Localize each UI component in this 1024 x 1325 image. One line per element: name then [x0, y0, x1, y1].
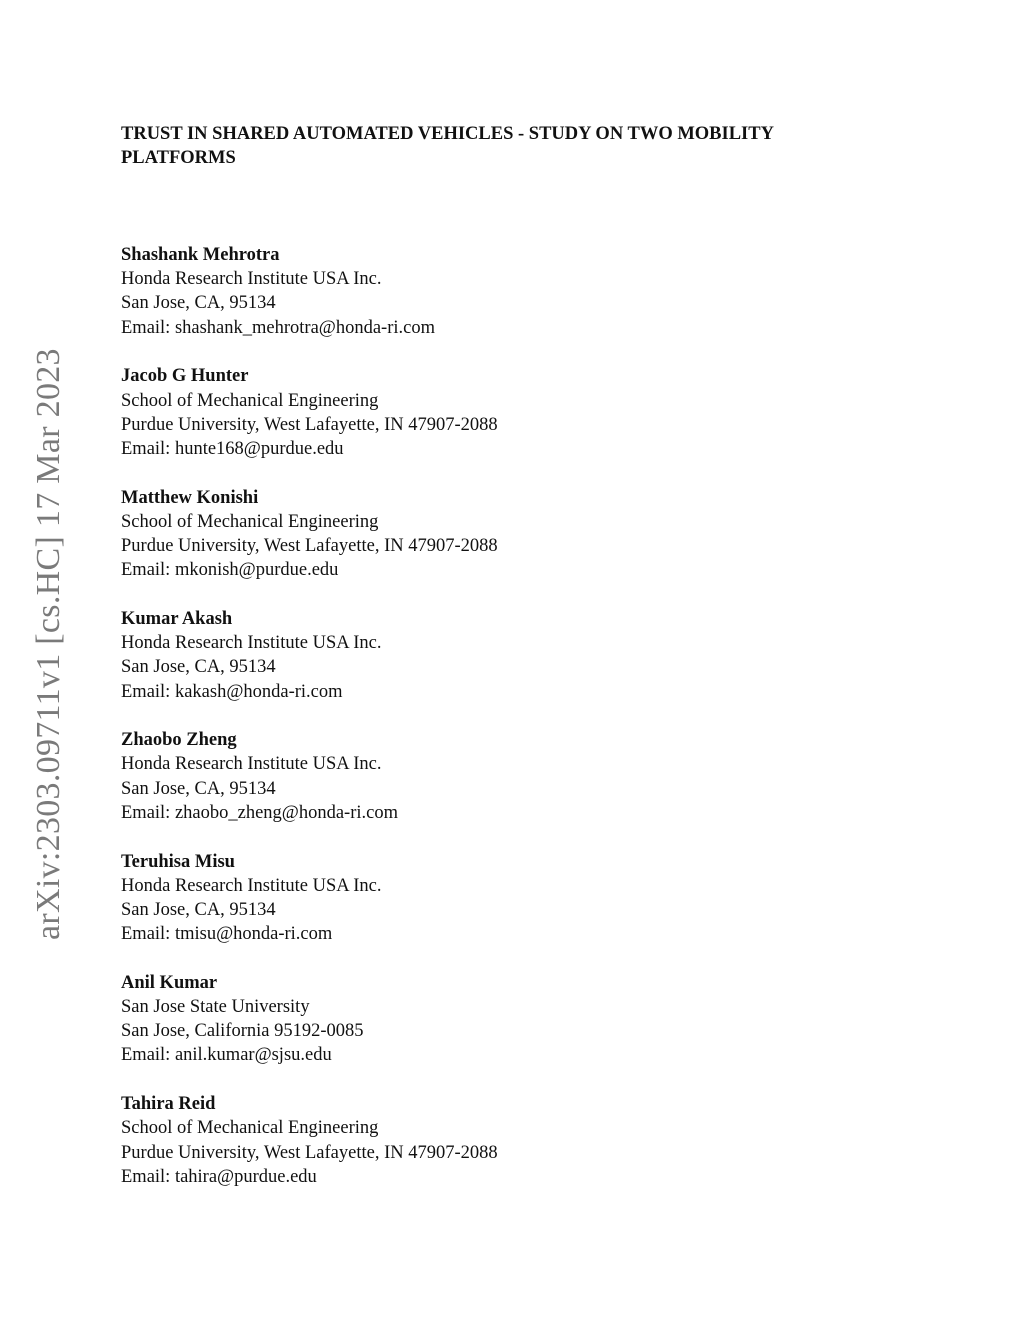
- author-block: [121, 243, 821, 340]
- author-block: [121, 728, 821, 825]
- author-address: San Jose, California 95192-0085: [121, 1021, 364, 1042]
- author-block: [121, 1092, 821, 1189]
- author-address: San Jose, CA, 95134: [121, 899, 276, 920]
- author-name: Jacob G Hunter: [121, 366, 249, 387]
- author-email: Email: tahira@purdue.edu: [121, 1166, 317, 1187]
- author-affiliation: Honda Research Institute USA Inc.: [121, 754, 382, 775]
- author-block: [121, 850, 821, 947]
- author-email: Email: anil.kumar@sjsu.edu: [121, 1045, 332, 1066]
- author-address: San Jose, CA, 95134: [121, 657, 276, 678]
- author-address: San Jose, CA, 95134: [121, 293, 276, 314]
- author-address: Purdue University, West Lafayette, IN 47907-2088: [121, 1142, 498, 1163]
- author-email: Email: zhaobo_zheng@honda-ri.com: [121, 802, 398, 823]
- author-affiliation: Honda Research Institute USA Inc.: [121, 875, 382, 896]
- author-name: Shashank Mehrotra: [121, 245, 280, 265]
- author-block: [121, 971, 821, 1068]
- author-block: [121, 364, 821, 461]
- author-name: Zhaobo Zheng: [121, 730, 237, 751]
- arxiv-stamp: arXiv:2303.09711v1 [cs.HC] 17 Mar 2023: [30, 348, 67, 940]
- author-name: Teruhisa Misu: [121, 851, 235, 872]
- author-list: [121, 243, 821, 1214]
- author-email: Email: tmisu@honda-ri.com: [121, 924, 333, 945]
- author-affiliation: School of Mechanical Engineering: [121, 1118, 379, 1139]
- author-affiliation: Honda Research Institute USA Inc.: [121, 269, 382, 290]
- author-name: Kumar Akash: [121, 608, 233, 629]
- author-email: Email: hunte168@purdue.edu: [121, 438, 344, 459]
- author-name: Matthew Konishi: [121, 487, 259, 508]
- author-affiliation: School of Mechanical Engineering: [121, 511, 379, 532]
- author-affiliation: Honda Research Institute USA Inc.: [121, 633, 382, 654]
- author-name: Tahira Reid: [121, 1094, 216, 1115]
- author-block: [121, 486, 821, 583]
- author-affiliation: San Jose State University: [121, 997, 310, 1018]
- author-address: San Jose, CA, 95134: [121, 778, 276, 799]
- author-email: Email: kakash@honda-ri.com: [121, 681, 343, 702]
- author-name: Anil Kumar: [121, 972, 218, 993]
- author-email: Email: shashank_mehrotra@honda-ri.com: [121, 317, 435, 338]
- author-address: Purdue University, West Lafayette, IN 47907-2088: [121, 414, 498, 435]
- author-address: Purdue University, West Lafayette, IN 47907-2088: [121, 536, 498, 557]
- author-block: [121, 607, 821, 704]
- author-affiliation: School of Mechanical Engineering: [121, 390, 379, 411]
- author-email: Email: mkonish@purdue.edu: [121, 560, 339, 581]
- paper-title: TRUST IN SHARED AUTOMATED VEHICLES - STUDY ON TWO MOBILITY PLATFORMS: [121, 124, 774, 168]
